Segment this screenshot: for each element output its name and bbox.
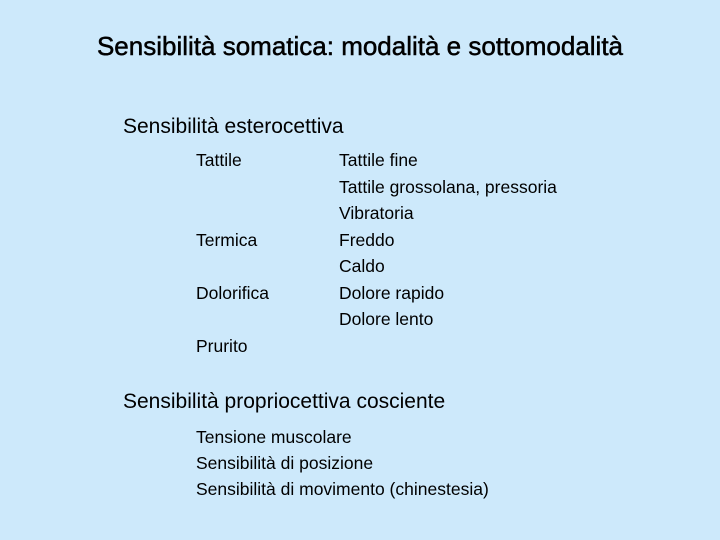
submodality-item: Caldo xyxy=(339,256,385,276)
heading-esterocettiva: Sensibilità esterocettiva xyxy=(123,115,344,138)
modality-item: Prurito xyxy=(196,336,248,356)
heading-propriocettiva: Sensibilità propriocettiva cosciente xyxy=(123,390,446,413)
modality-item: Dolorifica xyxy=(196,283,269,303)
propriocettiva-item: Sensibilità di movimento (chinestesia) xyxy=(196,479,489,499)
submodality-item: Vibratoria xyxy=(339,203,414,223)
submodality-item: Tattile fine xyxy=(339,150,418,170)
submodality-item: Dolore lento xyxy=(339,309,434,329)
submodality-item: Dolore rapido xyxy=(339,283,445,303)
modality-item: Termica xyxy=(196,230,258,250)
propriocettiva-item: Sensibilità di posizione xyxy=(196,453,374,473)
propriocettiva-item: Tensione muscolare xyxy=(196,427,352,447)
submodality-item: Tattile grossolana, pressoria xyxy=(339,177,557,197)
slide-title: Sensibilità somatica: modalità e sottomodalità xyxy=(96,31,624,61)
modality-item: Tattile xyxy=(196,150,242,170)
submodality-item: Freddo xyxy=(339,230,395,250)
